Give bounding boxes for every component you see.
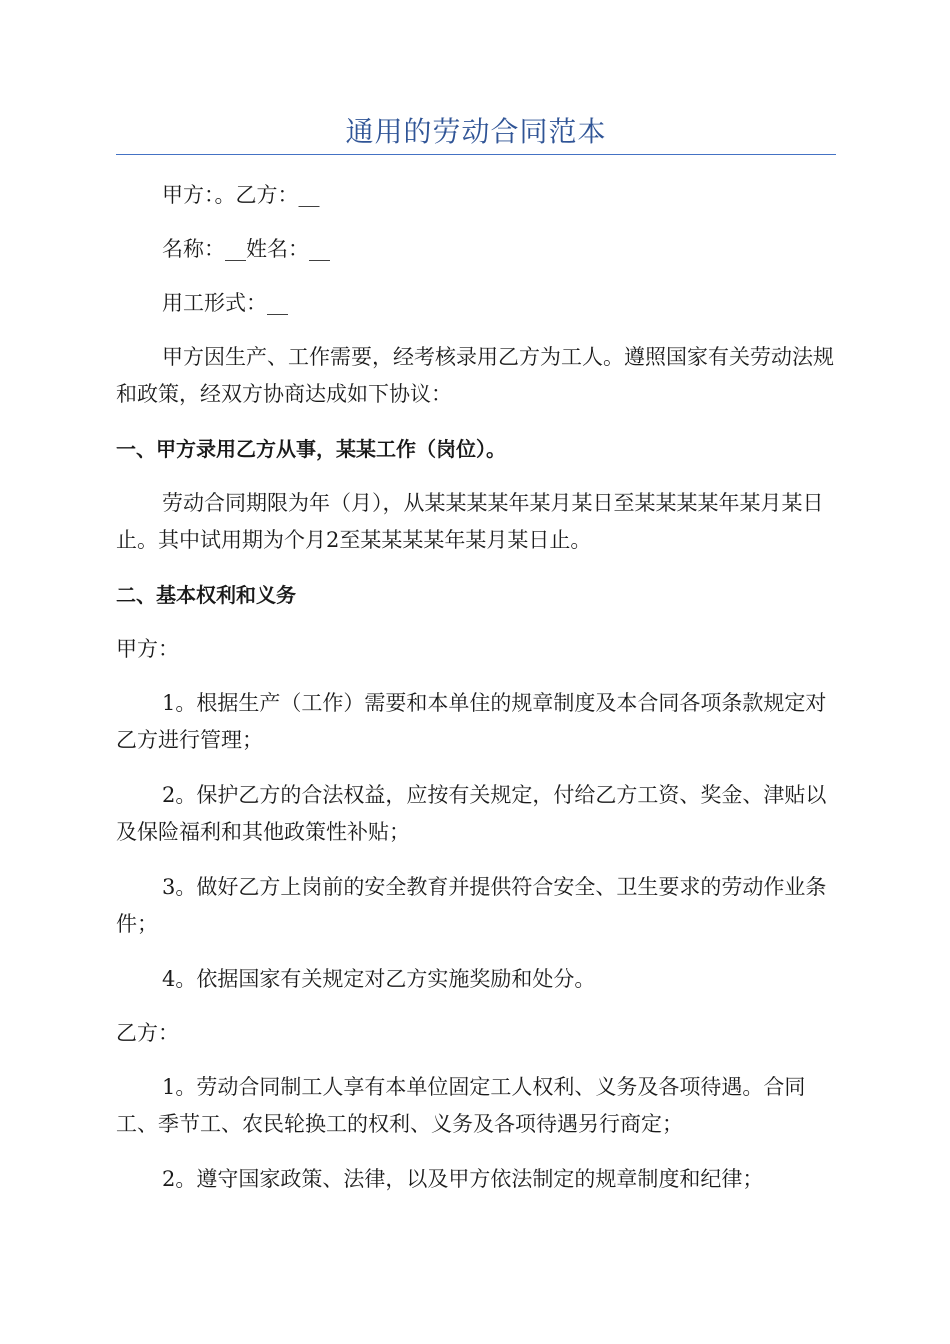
party-a-label: 甲方： [116,637,179,661]
section-heading-2: 二、基本权利和义务 [116,583,296,607]
intro-paragraph: 甲方因生产、工作需要，经考核录用乙方为工人。遵照国家有关劳动法规和政策，经双方协商达成如下协议： [116,345,834,406]
party-b-label: 乙方： [116,1021,179,1045]
party-line: 甲方：。乙方：__ [162,183,320,207]
party-b-item-2: 2。遵守国家政策、法律，以及甲方依法制定的规章制度和纪律； [162,1167,764,1191]
contract-term-paragraph: 劳动合同期限为年（月），从某某某某年某月某日至某某某某年某月某日止。其中试用期为个月2至某某某某年某月某日止。 [116,491,824,552]
section-heading-1: 一、甲方录用乙方从事，某某工作（岗位）。 [116,437,506,461]
employment-form-line: 用工形式：__ [162,291,288,315]
party-a-item-4: 4。依据国家有关规定对乙方实施奖励和处分。 [162,967,596,991]
party-a-item-2: 2。保护乙方的合法权益，应按有关规定，付给乙方工资、奖金、津贴以及保险福利和其他政策性补贴； [116,783,827,844]
document-title: 通用的劳动合同范本 [345,115,607,148]
party-a-item-1: 1。根据生产（工作）需要和本单住的规章制度及本合同各项条款规定对乙方进行管理； [116,691,827,752]
party-b-item-1: 1。劳动合同制工人享有本单位固定工人权利、义务及各项待遇。合同工、季节工、农民轮换工的权利、义务及各项待遇另行商定； [116,1075,806,1136]
name-line: 名称：__姓名：__ [162,237,330,261]
title-divider [116,154,836,155]
party-a-item-3: 3。做好乙方上岗前的安全教育并提供符合安全、卫生要求的劳动作业条件； [116,875,827,936]
